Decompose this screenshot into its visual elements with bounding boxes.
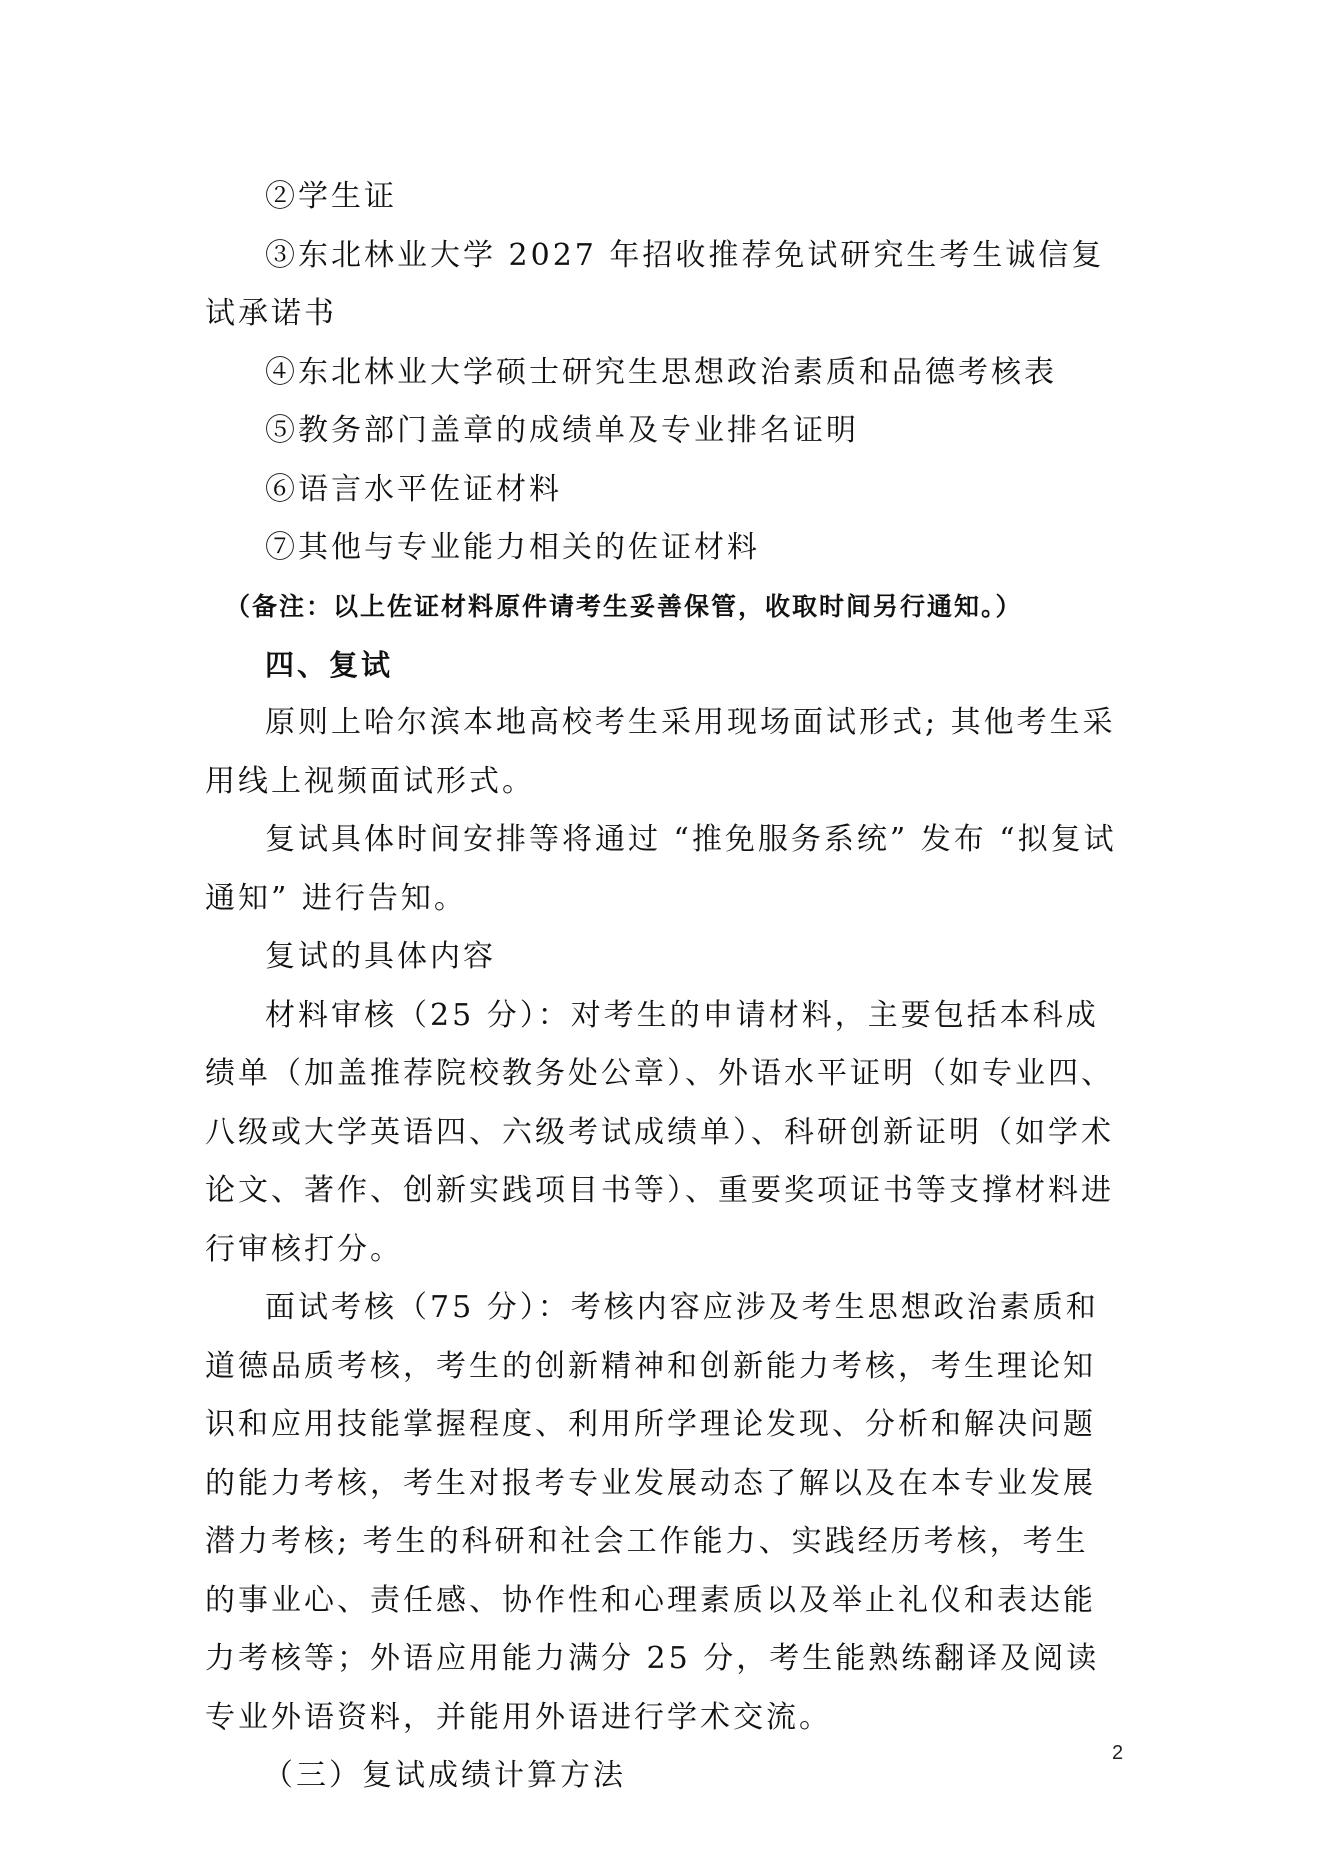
paragraph-interview: 面试考核（75 分）：考核内容应涉及考生思想政治素质和道德品质考核，考生的创新精神和创新能力考核，考生理论知识和应用技能掌握程度、利用所学理论发现、分析和解决问题的能力考核，考生对报考专业发展动态了解以及在本专业发展潜力考核; 考生的科研和社会工作能力、实践经历考核，考生的事业心、责任感、协作性和心理素质以及举止礼仪和表达能力考核等；外语应用能力满分 25 分，考生能熟练翻译及阅读专业外语资料，并能用外语进行学术交流。: [205, 1290, 1100, 1735]
paragraph-content-title: 复试的具体内容: [265, 939, 496, 974]
list-item-moral-assessment: ④东北林业大学硕士研究生思想政治素质和品德考核表: [265, 354, 1057, 390]
paragraph-materials: 材料审核（25 分）：对考生的申请材料，主要包括本科成绩单（加盖推荐院校教务处公章）、外语水平证明（如专业四、八级或大学英语四、六级考试成绩单）、科研创新证明（如学术论文、著作、创新实践项目书等）、重要奖项证书等支撑材料进行审核打分。: [205, 997, 1114, 1267]
paragraph-format: 原则上哈尔滨本地高校考生采用现场面试形式; 其他考生采用线上视频面试形式。: [205, 705, 1116, 799]
document-body: [205, 168, 1120, 1806]
list-item-other-proof: ⑦其他与专业能力相关的佐证材料: [265, 530, 760, 565]
subsection-heading: （三）复试成绩计算方法: [263, 1758, 626, 1793]
list-item-transcript: ⑤教务部门盖章的成绩单及专业排名证明: [265, 413, 859, 448]
list-item-language-proof: ⑥语言水平佐证材料: [265, 471, 562, 507]
note-text: （备注：以上佐证材料原件请考生妥善保管，收取时间另行通知。）: [225, 591, 1023, 621]
list-item-integrity-pledge: ③东北林业大学 2027 年招收推荐免试研究生考生诚信复试承诺书: [205, 237, 1105, 331]
list-item-student-id: ②学生证: [265, 179, 397, 214]
paragraph-schedule: 复试具体时间安排等将通过 “推免服务系统” 发布 “拟复试通知” 进行告知。: [205, 822, 1117, 916]
page-number: 2: [1112, 1742, 1124, 1764]
section-heading: 四、复试: [265, 647, 394, 682]
